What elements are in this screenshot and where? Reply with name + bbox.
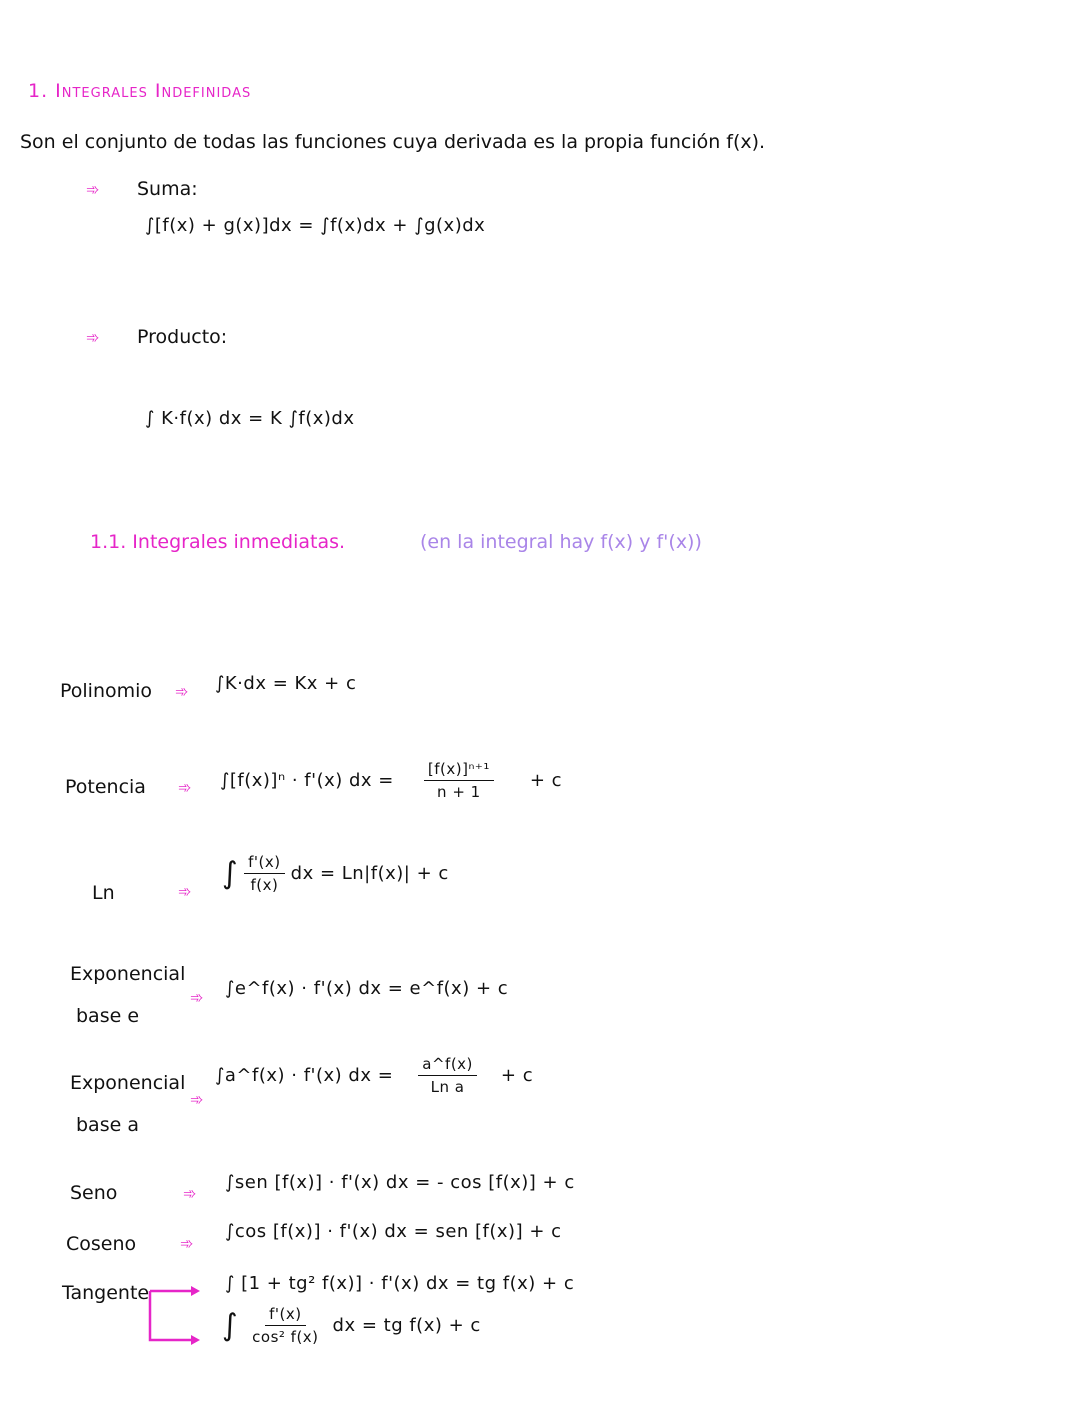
ln-fraction <box>244 853 285 894</box>
denominator: cos² f(x) <box>252 1328 319 1346</box>
exp-a-tail: + c <box>500 1065 534 1086</box>
exp-a-lhs: ∫a^f(x) · f'(x) dx = <box>215 1065 394 1086</box>
ln-rhs: dx = Ln|f(x)| + c <box>290 863 449 884</box>
subheading: 1.1. Integrales inmediatas. <box>90 531 346 553</box>
exp-e-label-base: base e <box>76 1005 140 1027</box>
potencia-lhs: ∫[f(x)]ⁿ · f'(x) dx = <box>220 770 394 791</box>
suma-label: Suma: <box>137 178 198 200</box>
numerator: a^f(x) <box>418 1055 477 1076</box>
subnote: (en la integral hay f(x) y f'(x)) <box>420 531 702 553</box>
potencia-label: Potencia <box>65 776 146 798</box>
arrow-icon: ➾ <box>178 778 192 797</box>
exp-e-formula: ∫e^f(x) · f'(x) dx = e^f(x) + c <box>225 978 509 999</box>
tangente-formula-1: ∫ [1 + tg² f(x)] · f'(x) dx = tg f(x) + c <box>225 1273 575 1294</box>
potencia-fraction <box>424 760 494 801</box>
potencia-formula <box>220 760 562 801</box>
polinomio-label: Polinomio <box>60 680 153 702</box>
arrow-icon: ➾ <box>175 682 189 701</box>
numerator: f'(x) <box>244 853 285 874</box>
exp-a-label: Exponencial <box>70 1072 186 1094</box>
arrow-icon: ➾ <box>190 1090 204 1109</box>
numerator: f'(x) <box>265 1305 306 1326</box>
seno-label: Seno <box>70 1182 118 1204</box>
arrow-icon: ➾ <box>86 180 100 199</box>
potencia-tail: + c <box>529 770 563 791</box>
seno-formula: ∫sen [f(x)] · f'(x) dx = - cos [f(x)] + c <box>225 1172 575 1193</box>
arrow-icon: ➾ <box>86 328 100 347</box>
exp-e-label: Exponencial <box>70 963 186 985</box>
tangente-fraction <box>252 1305 318 1346</box>
numerator: [f(x)]ⁿ⁺¹ <box>424 760 494 781</box>
tangente-label: Tangente <box>62 1282 150 1304</box>
ln-label: Ln <box>92 882 115 904</box>
coseno-label: Coseno <box>66 1233 137 1255</box>
tangente-rhs: dx = tg f(x) + c <box>332 1315 481 1336</box>
denominator: n + 1 <box>437 783 481 801</box>
suma-formula: ∫[f(x) + g(x)]dx = ∫f(x)dx + ∫g(x)dx <box>145 215 486 236</box>
coseno-formula: ∫cos [f(x)] · f'(x) dx = sen [f(x)] + c <box>225 1221 562 1242</box>
polinomio-formula: ∫K·dx = Kx + c <box>215 673 357 694</box>
definition-text: Son el conjunto de todas las funciones cuya derivada es la propia función f(x). <box>20 131 766 153</box>
ln-formula <box>222 853 449 894</box>
exp-a-fraction <box>418 1055 477 1096</box>
tangente-formula-2 <box>222 1305 481 1346</box>
exp-a-formula <box>215 1055 533 1096</box>
denominator: Ln a <box>430 1078 465 1096</box>
integral-sign: ∫ <box>222 1308 239 1343</box>
exp-a-label-base: base a <box>76 1114 139 1136</box>
producto-label: Producto: <box>137 326 228 348</box>
denominator: f(x) <box>250 876 279 894</box>
integral-sign: ∫ <box>222 856 239 891</box>
producto-formula: ∫ K·f(x) dx = K ∫f(x)dx <box>145 408 355 429</box>
arrow-icon: ➾ <box>190 988 204 1007</box>
arrow-icon: ➾ <box>183 1184 197 1203</box>
arrow-icon: ➾ <box>178 882 192 901</box>
arrow-icon: ➾ <box>180 1234 194 1253</box>
section-heading: 1. Integrales Indefinidas <box>28 80 252 102</box>
bracket-arrow-icon <box>145 1280 205 1350</box>
